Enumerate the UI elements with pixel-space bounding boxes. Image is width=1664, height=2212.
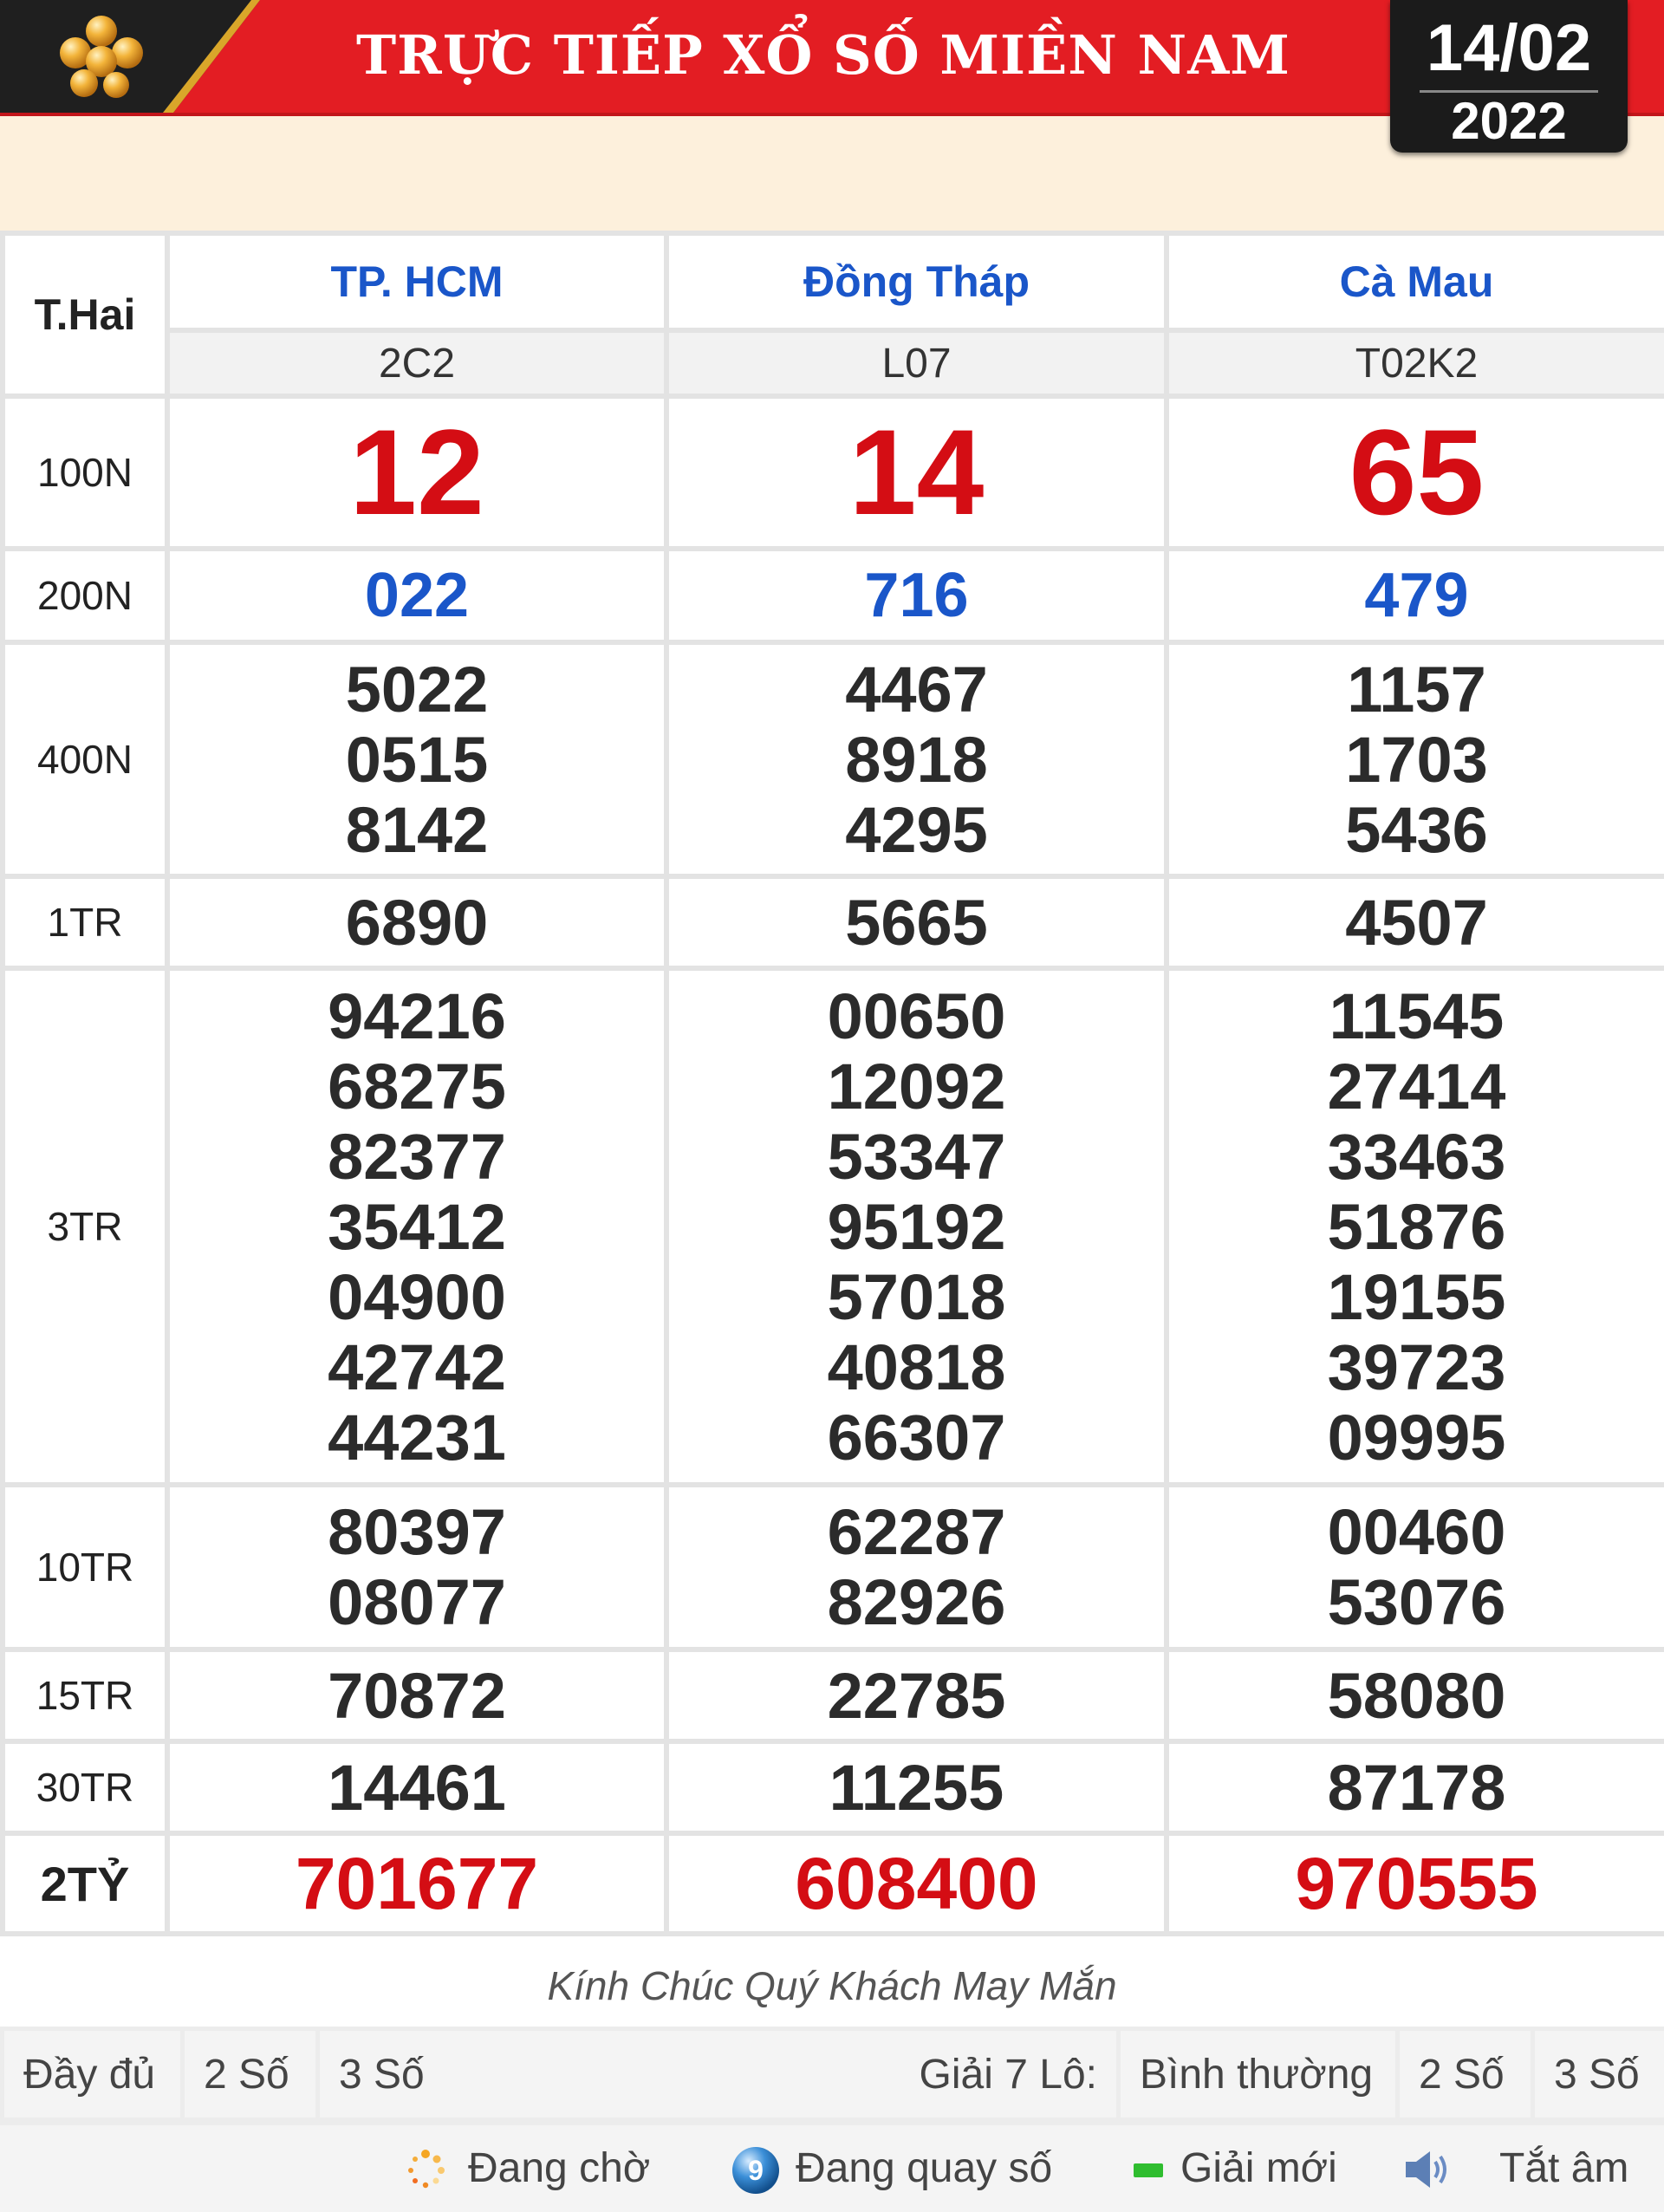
prize-number: 12 — [170, 407, 664, 537]
spinner-icon — [404, 2148, 447, 2191]
prize-number: 04900 — [170, 1262, 664, 1332]
prize-value-cell — [1167, 396, 1664, 549]
date-year: 2022 — [1390, 93, 1628, 150]
prize-row-100n — [3, 396, 1664, 549]
prize-number: 33463 — [1169, 1122, 1664, 1192]
prize-value-cell — [167, 549, 666, 642]
prize-value-cell — [1167, 1649, 1664, 1741]
prize-value-cell — [1167, 968, 1664, 1485]
prize-number: 09995 — [1169, 1402, 1664, 1473]
prize-label: 200N — [3, 549, 167, 642]
prize-number: 40818 — [669, 1332, 1164, 1402]
province-name-dong-thap[interactable]: Đồng Tháp — [666, 233, 1167, 330]
prize-row-200n — [3, 549, 1664, 642]
prize-label: 400N — [3, 642, 167, 876]
prize-number: 35412 — [170, 1192, 664, 1262]
legend-mute[interactable]: Tắt âm — [1499, 2125, 1628, 2212]
prize-number: 11255 — [669, 1753, 1164, 1823]
results-table — [0, 231, 1664, 1936]
prize-label: 15TR — [3, 1649, 167, 1741]
prize-number: 68275 — [170, 1051, 664, 1122]
prize-number: 701677 — [170, 1842, 664, 1926]
option-full[interactable]: Đầy đủ — [3, 2029, 183, 2120]
prize-number: 11545 — [1169, 981, 1664, 1051]
prize-number: 5665 — [669, 888, 1164, 958]
prize-number: 57018 — [669, 1262, 1164, 1332]
prize-number: 51876 — [1169, 1192, 1664, 1262]
prize-number: 716 — [669, 560, 1164, 631]
prize-value-cell — [666, 1485, 1167, 1649]
prize-number: 22785 — [669, 1661, 1164, 1731]
prize-value-cell — [666, 396, 1167, 549]
prize-number: 53076 — [1169, 1567, 1664, 1637]
prize-number: 08077 — [170, 1567, 664, 1637]
prize-number: 14461 — [170, 1753, 664, 1823]
prize-number: 82926 — [669, 1567, 1164, 1637]
prize-row-2ty — [3, 1833, 1664, 1934]
prize-number: 5022 — [170, 654, 664, 725]
prize-value-cell — [666, 1741, 1167, 1833]
prize-number: 87178 — [1169, 1753, 1664, 1823]
prize-number: 70872 — [170, 1661, 664, 1731]
prize-number: 1703 — [1169, 725, 1664, 795]
legend-new-prize: Giải mới — [1180, 2125, 1337, 2212]
prize-number: 970555 — [1169, 1842, 1664, 1926]
prize-value-cell — [167, 1741, 666, 1833]
lottery-balls-logo-icon — [54, 14, 149, 101]
prize-value-cell — [167, 396, 666, 549]
province-code: 2C2 — [167, 330, 666, 396]
prize-label: 1TR — [3, 876, 167, 968]
prize-number: 1157 — [1169, 654, 1664, 725]
prize-number: 27414 — [1169, 1051, 1664, 1122]
option-giai7-normal[interactable]: Bình thường — [1119, 2029, 1398, 2120]
green-dash-icon — [1134, 2163, 1163, 2177]
prize-value-cell — [1167, 549, 1664, 642]
prize-value-cell — [167, 876, 666, 968]
prize-number: 022 — [170, 560, 664, 631]
prize-number: 8918 — [669, 725, 1164, 795]
page-title: TRỰC TIẾP XỔ SỐ MIỀN NAM — [260, 0, 1387, 113]
province-name-hcm[interactable]: TP. HCM — [167, 233, 666, 330]
prize-value-cell — [666, 876, 1167, 968]
prize-value-cell — [1167, 642, 1664, 876]
prize-number: 39723 — [1169, 1332, 1664, 1402]
prize-number: 12092 — [669, 1051, 1164, 1122]
prize-value-cell — [167, 1485, 666, 1649]
prize-row-10tr — [3, 1485, 1664, 1649]
date-badge — [1390, 0, 1628, 153]
prize-value-cell — [1167, 1485, 1664, 1649]
prize-number: 8142 — [170, 795, 664, 865]
prize-number: 00650 — [669, 981, 1164, 1051]
prize-number: 53347 — [669, 1122, 1164, 1192]
prize-row-1tr — [3, 876, 1664, 968]
prize-value-cell — [167, 968, 666, 1485]
province-name-ca-mau[interactable]: Cà Mau — [1167, 233, 1664, 330]
prize-value-cell — [167, 1649, 666, 1741]
option-2-digits[interactable]: 2 Số — [183, 2029, 318, 2120]
prize-number: 4467 — [669, 654, 1164, 725]
day-label: T.Hai — [3, 233, 167, 396]
good-luck-message: Kính Chúc Quý Khách May Mắn — [0, 1945, 1664, 2027]
prize-number: 80397 — [170, 1497, 664, 1567]
prize-number: 65 — [1169, 407, 1664, 537]
prize-value-cell — [167, 642, 666, 876]
legend-spinning: Đang quay số — [796, 2125, 1052, 2212]
display-options-bar — [0, 2027, 1664, 2122]
prize-row-400n — [3, 642, 1664, 876]
prize-number: 14 — [669, 407, 1164, 537]
prize-number: 58080 — [1169, 1661, 1664, 1731]
prize-row-30tr — [3, 1741, 1664, 1833]
prize-label: 100N — [3, 396, 167, 549]
prize-value-cell — [666, 1833, 1167, 1934]
prize-value-cell — [666, 549, 1167, 642]
prize-number: 66307 — [669, 1402, 1164, 1473]
prize-number: 6890 — [170, 888, 664, 958]
prize-value-cell — [1167, 876, 1664, 968]
prize-row-15tr — [3, 1649, 1664, 1741]
prize-label: 30TR — [3, 1741, 167, 1833]
prize-number: 608400 — [669, 1842, 1164, 1926]
prize-label: 10TR — [3, 1485, 167, 1649]
prize-value-cell — [666, 968, 1167, 1485]
prize-label: 2TỶ — [3, 1833, 167, 1934]
ball-icon-digit: 9 — [748, 2155, 764, 2186]
prize-number: 62287 — [669, 1497, 1164, 1567]
prize-number: 00460 — [1169, 1497, 1664, 1567]
ball-icon — [730, 2144, 782, 2196]
option-giai7-2-digits[interactable]: 2 Số — [1398, 2029, 1533, 2120]
province-code: L07 — [666, 330, 1167, 396]
prize-value-cell — [666, 642, 1167, 876]
prize-number: 4295 — [669, 795, 1164, 865]
prize-value-cell — [1167, 1833, 1664, 1934]
prize-row-3tr — [3, 968, 1664, 1485]
prize-number: 44231 — [170, 1402, 664, 1473]
option-giai7-3-digits[interactable]: 3 Số — [1533, 2029, 1664, 2120]
legend-waiting: Đang chờ — [468, 2125, 650, 2212]
province-code: T02K2 — [1167, 330, 1664, 396]
prize-label: 3TR — [3, 968, 167, 1485]
prize-value-cell — [666, 1649, 1167, 1741]
speaker-icon[interactable] — [1401, 2146, 1456, 2193]
date-day-month: 14/02 — [1390, 0, 1628, 90]
prize-number: 479 — [1169, 560, 1664, 631]
prize-number: 4507 — [1169, 888, 1664, 958]
prize-number: 0515 — [170, 725, 664, 795]
giai7-label: Giải 7 Lô: — [887, 2029, 1119, 2120]
prize-number: 94216 — [170, 981, 664, 1051]
prize-number: 42742 — [170, 1332, 664, 1402]
prize-value-cell — [1167, 1741, 1664, 1833]
option-3-digits[interactable]: 3 Số — [318, 2029, 887, 2120]
prize-number: 5436 — [1169, 795, 1664, 865]
prize-number: 82377 — [170, 1122, 664, 1192]
prize-number: 95192 — [669, 1192, 1164, 1262]
status-legend — [0, 2122, 1664, 2212]
prize-value-cell — [167, 1833, 666, 1934]
prize-number: 19155 — [1169, 1262, 1664, 1332]
